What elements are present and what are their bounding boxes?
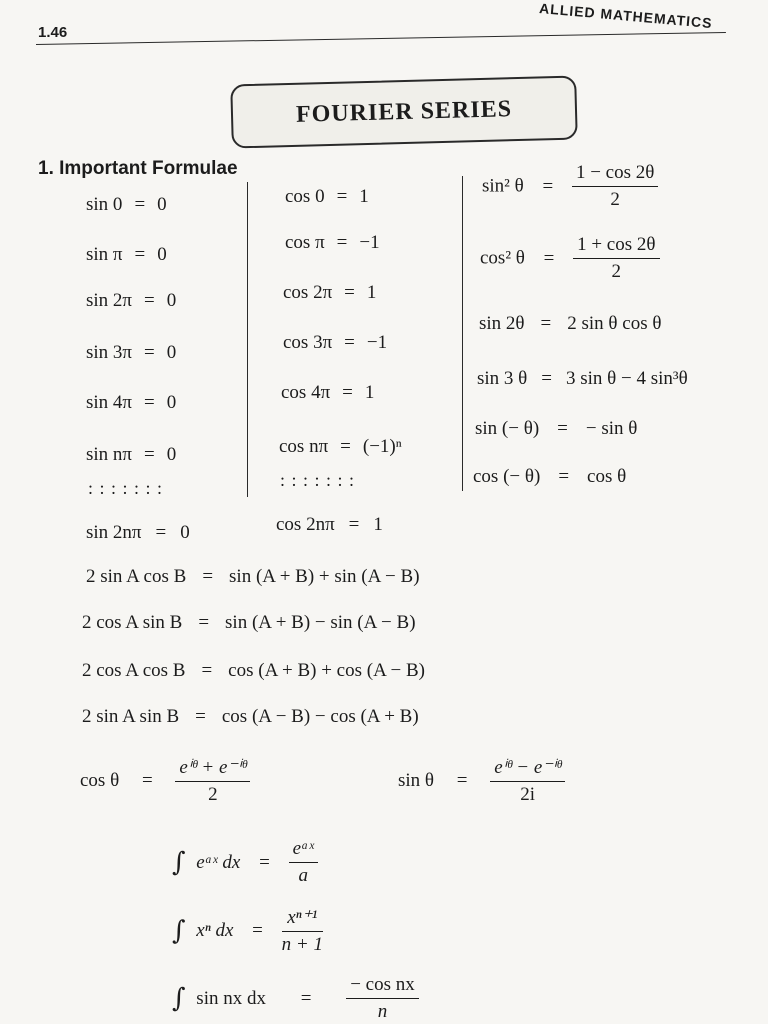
col2-formula	[283, 332, 387, 354]
equals-sign: =	[340, 436, 351, 457]
formula-lhs: sin² θ	[482, 175, 524, 197]
equals-sign: =	[336, 186, 348, 207]
col3-formula-cos-squared	[480, 234, 660, 283]
col2-formula	[279, 436, 402, 458]
formula-lhs: sin θ	[398, 770, 435, 791]
fraction	[572, 162, 658, 211]
fraction-denominator: 2	[208, 784, 218, 805]
equals-sign: =	[144, 392, 155, 413]
fraction-numerator: eᵃˣ	[289, 838, 318, 863]
formula-rhs: sin (A + B) − sin (A − B)	[225, 612, 416, 633]
equals-sign: =	[541, 368, 552, 389]
fraction-denominator: 2	[610, 189, 620, 210]
formula-lhs: sin 0	[86, 194, 123, 215]
formula-lhs: cos 4π	[281, 382, 331, 403]
fraction-numerator: 1 + cos 2θ	[573, 234, 659, 259]
fraction	[289, 838, 318, 887]
formula-rhs: 0	[157, 244, 167, 265]
product-formula	[82, 706, 419, 728]
fraction-numerator: xⁿ⁺¹	[282, 906, 323, 932]
formula-lhs: sin 2θ	[479, 313, 525, 334]
formula-lhs: cos 3π	[283, 332, 333, 353]
formula-lhs: cos² θ	[480, 247, 525, 269]
equals-sign: =	[348, 514, 360, 535]
col1-formula	[86, 392, 176, 414]
equals-sign: =	[342, 382, 353, 403]
fraction-numerator: 1 − cos 2θ	[572, 162, 658, 187]
formula-rhs: cos θ	[587, 466, 627, 487]
formula-lhs: sin nπ	[86, 444, 133, 465]
col2-formula	[281, 382, 374, 404]
formula-lhs: sin (− θ)	[475, 418, 540, 439]
formula-lhs: cos 2π	[283, 282, 333, 303]
formula-rhs: −1	[359, 232, 380, 253]
integral-sign: ∫	[172, 983, 186, 1014]
col2-formula	[285, 186, 369, 208]
col3-formula-sin-squared	[482, 162, 658, 211]
formula-lhs: cos 0	[285, 186, 325, 207]
formula-lhs: 2 sin A cos B	[86, 566, 187, 587]
fraction-denominator: 2i	[520, 784, 536, 805]
ellipsis-dots: : : : : : : :	[88, 478, 164, 498]
equals-sign: =	[202, 566, 214, 587]
equals-sign: =	[344, 332, 355, 353]
formula-lhs: sin 3π	[86, 342, 133, 363]
fraction-denominator: a	[298, 865, 309, 886]
equals-sign: =	[195, 706, 206, 727]
formula-rhs: 0	[166, 444, 177, 465]
title-box	[230, 75, 578, 148]
column-divider-1	[247, 182, 248, 497]
formula-lhs: cos 2nπ	[276, 514, 335, 535]
fraction	[573, 234, 659, 283]
formula-lhs: cos (− θ)	[473, 466, 541, 487]
formula-lhs: sin 2nπ	[86, 522, 142, 543]
formula-lhs: 2 cos A cos B	[82, 660, 186, 681]
formula-rhs: −1	[366, 332, 388, 353]
col2-formula	[285, 232, 380, 254]
product-formula	[82, 612, 416, 634]
col1-formula	[86, 444, 176, 466]
euler-sin-formula	[398, 756, 565, 806]
formula-lhs: cos θ	[80, 770, 120, 791]
equals-sign: =	[557, 418, 568, 439]
col3-formula	[479, 313, 661, 335]
equals-sign: =	[144, 444, 155, 465]
formula-rhs: sin (A + B) + sin (A − B)	[229, 566, 420, 587]
formula-lhs: sin π	[86, 244, 123, 265]
equals-sign: =	[344, 282, 355, 303]
formula-lhs: 2 cos A sin B	[82, 612, 183, 633]
formula-rhs: (−1)ⁿ	[362, 436, 402, 457]
equals-sign: =	[456, 770, 468, 791]
equals-sign: =	[198, 612, 210, 633]
fraction	[490, 756, 565, 806]
formula-sin-2n-pi	[86, 522, 190, 544]
equals-sign: =	[252, 920, 263, 941]
formula-rhs: 1	[364, 382, 375, 403]
fraction-numerator: eⁱᶿ − e⁻ⁱᶿ	[490, 756, 565, 782]
fraction-denominator: n + 1	[281, 934, 323, 955]
equals-sign: =	[201, 660, 213, 681]
fraction	[282, 906, 323, 956]
col1-formula	[86, 290, 176, 312]
formula-lhs: cos π	[285, 232, 325, 253]
equals-sign: =	[300, 987, 312, 1009]
integral-formula	[172, 838, 318, 887]
page-title: FOURIER SERIES	[295, 96, 513, 128]
col3-formula	[475, 418, 637, 440]
formula-lhs: 2 sin A sin B	[82, 706, 180, 727]
fraction-numerator: eⁱᶿ + e⁻ⁱᶿ	[175, 756, 250, 782]
integral-sign: ∫	[172, 847, 186, 878]
formula-rhs: 0	[157, 194, 167, 215]
formula-rhs: 1	[359, 186, 369, 207]
equals-sign: =	[134, 194, 146, 215]
formula-lhs: sin 3 θ	[477, 368, 528, 389]
formula-lhs: sin 4π	[86, 392, 133, 413]
col3-formula	[477, 368, 688, 390]
ellipsis-dots: : : : : : : :	[280, 470, 356, 490]
header-rule	[36, 32, 726, 45]
formula-rhs: 3 sin θ − 4 sin³θ	[566, 368, 688, 389]
equals-sign: =	[141, 770, 153, 791]
equals-sign: =	[558, 466, 570, 487]
equals-sign: =	[144, 290, 155, 311]
page-number: 1.46	[38, 24, 68, 41]
fraction-denominator: n	[377, 1001, 388, 1022]
col2-formula	[283, 282, 376, 304]
section-heading: 1. Important Formulae	[38, 158, 238, 179]
equals-sign: =	[542, 175, 554, 197]
product-formula	[82, 660, 425, 682]
product-formula	[86, 566, 420, 588]
formula-rhs: 0	[166, 290, 177, 311]
formula-rhs: cos (A + B) + cos (A − B)	[228, 660, 425, 681]
integrand: xⁿ dx	[196, 920, 234, 941]
formula-cos-2n-pi	[276, 514, 383, 536]
integrand: sin nx dx	[196, 987, 266, 1009]
integral-formula	[172, 974, 419, 1023]
euler-cos-formula	[80, 756, 250, 806]
formula-rhs: cos (A − B) − cos (A + B)	[221, 706, 419, 727]
integral-formula	[172, 906, 323, 956]
equals-sign: =	[155, 522, 167, 543]
formula-rhs: 0	[180, 522, 190, 543]
equals-sign: =	[336, 232, 348, 253]
column-divider-2	[462, 176, 463, 491]
equals-sign: =	[259, 851, 270, 873]
col1-formula	[86, 194, 167, 216]
equals-sign: =	[134, 244, 146, 265]
formula-rhs: 2 sin θ cos θ	[567, 313, 662, 334]
formula-lhs: sin 2π	[86, 290, 133, 311]
formula-lhs: cos nπ	[279, 436, 329, 457]
fraction-numerator: − cos nx	[346, 974, 419, 999]
formula-rhs: 1	[373, 514, 383, 535]
formula-rhs: 0	[166, 392, 177, 413]
formula-rhs: − sin θ	[585, 418, 638, 439]
formula-rhs: 1	[366, 282, 377, 303]
fraction	[346, 974, 419, 1023]
integral-sign: ∫	[172, 916, 186, 946]
equals-sign: =	[144, 342, 155, 363]
book-title: ALLIED MATHEMATICS	[538, 0, 714, 32]
col3-formula	[473, 466, 626, 488]
col1-formula	[86, 342, 176, 364]
col1-formula	[86, 244, 167, 266]
fraction-denominator: 2	[611, 261, 622, 282]
equals-sign: =	[543, 247, 555, 269]
equals-sign: =	[540, 313, 552, 334]
integrand: eᵃˣ dx	[196, 851, 241, 873]
formula-rhs: 0	[166, 342, 177, 363]
fraction	[175, 756, 250, 806]
